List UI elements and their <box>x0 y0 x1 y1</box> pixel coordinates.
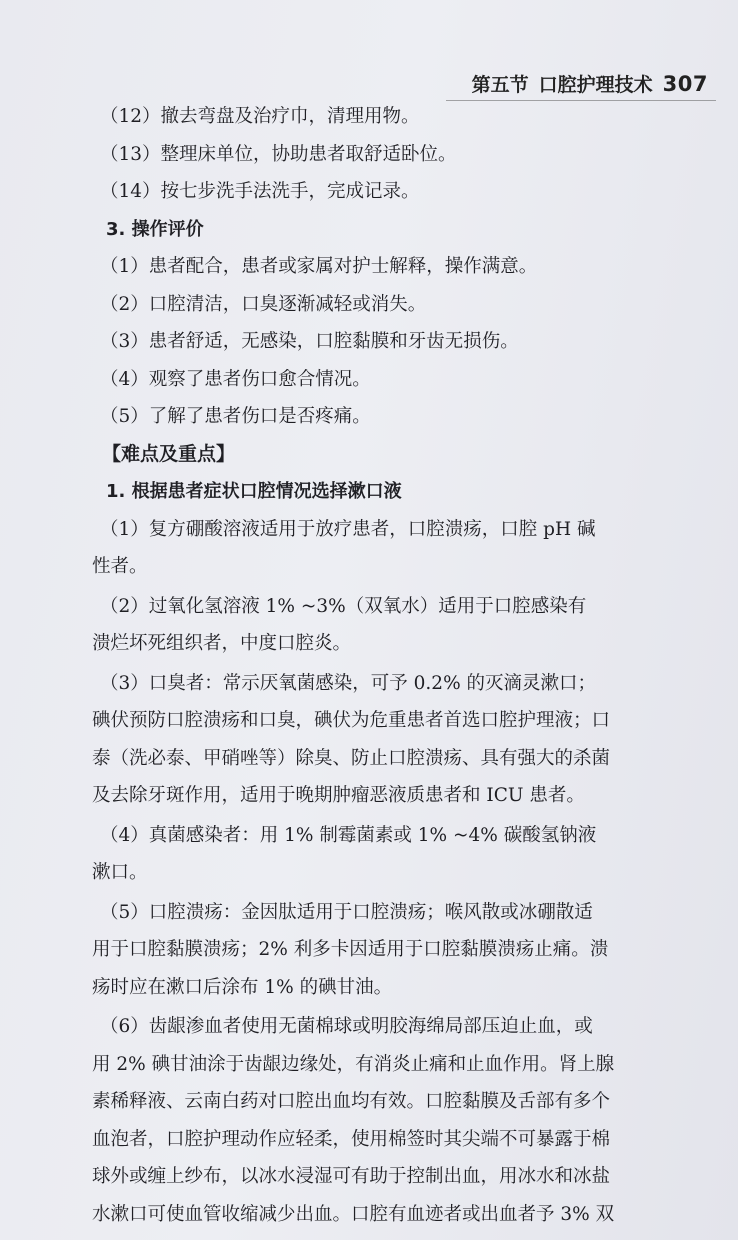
paragraph-line: （1）复方硼酸溶液适用于放疗患者，口腔溃疡，口腔 pH 碱 <box>100 518 596 540</box>
step-line: （12）撤去弯盘及治疗巾，清理用物。 <box>100 106 420 127</box>
header-chapter-title: 口腔护理技术 <box>538 74 653 96</box>
running-header <box>472 70 708 97</box>
paragraph-line: （5）口腔溃疡：金因肽适用于口腔溃疡；喉风散或冰硼散适 <box>100 901 593 923</box>
paragraph-line: 溃烂坏死组织者，中度口腔炎。 <box>92 633 352 654</box>
paragraph-1 <box>92 511 692 586</box>
paragraph-line: 性者。 <box>92 556 148 577</box>
evaluation-item: （5）了解了患者伤口是否疼痛。 <box>100 406 371 427</box>
paragraph-line: 用 2% 碘甘油涂于齿龈边缘处，有消炎止痛和止血作用。肾上腺 <box>92 1053 615 1075</box>
paragraph-line: 用于口腔黏膜溃疡；2% 利多卡因适用于口腔黏膜溃疡止痛。溃 <box>92 939 609 960</box>
evaluation-item: （4）观察了患者伤口愈合情况。 <box>100 368 371 390</box>
step-line: （14）按七步洗手法洗手，完成记录。 <box>100 181 420 202</box>
paragraph-line: （3）口臭者：常示厌氧菌感染，可予 0.2% 的灭滴灵漱口； <box>100 672 597 694</box>
page-number: 307 <box>662 72 708 96</box>
paragraph-line: 水漱口可使血管收缩减少出血。口腔有血迹者或出血者予 3% 双 <box>92 1203 615 1225</box>
evaluation-item: （1）患者配合，患者或家属对护士解释，操作满意。 <box>100 256 538 277</box>
header-section: 第五节 <box>471 74 529 96</box>
paragraph-line: 及去除牙斑作用，适用于晚期肿瘤恶液质患者和 ICU 患者。 <box>92 785 585 806</box>
evaluation-heading: 3. 操作评价 <box>106 218 204 240</box>
evaluation-item: （2）口腔清洁，口臭逐渐减轻或消失。 <box>100 293 427 315</box>
paragraph-line: 漱口。 <box>92 862 148 883</box>
paragraph-line: 疡时应在漱口后涂布 1% 的碘甘油。 <box>92 976 393 998</box>
paragraph-3 <box>92 665 692 815</box>
paragraph-line: 血泡者，口腔护理动作应轻柔，使用棉签时其尖端不可暴露于棉 <box>92 1128 611 1150</box>
paragraph-2 <box>92 588 692 663</box>
evaluation-item: （3）患者舒适，无感染，口腔黏膜和牙齿无损伤。 <box>100 331 519 352</box>
paragraph-line: 素稀释液、云南白药对口腔出血均有效。口腔黏膜及舌部有多个 <box>92 1091 611 1112</box>
paragraph-line: （2）过氧化氢溶液 1% ~3%（双氧水）适用于口腔感染有 <box>100 595 587 617</box>
paragraph-5 <box>92 894 692 1007</box>
paragraph-line: 球外或缠上纱布，以冰水浸湿可有助于控制出血，用冰水和冰盐 <box>92 1166 611 1187</box>
paragraph-line: （6）齿龈渗血者使用无菌棉球或明胶海绵局部压迫止血，或 <box>100 1016 593 1037</box>
key-points-heading: 【难点及重点】 <box>102 442 236 465</box>
paragraph-line: 碘伏预防口腔溃疡和口臭，碘伏为危重患者首选口腔护理液；口 <box>92 710 611 731</box>
paragraph-4 <box>92 817 692 892</box>
paragraph-6 <box>92 1008 692 1233</box>
paragraph-line: 泰（洗必泰、甲硝唑等）除臭、防止口腔溃疡、具有强大的杀菌 <box>92 747 611 769</box>
paragraph-line: （4）真菌感染者：用 1% 制霉菌素或 1% ~4% 碳酸氢钠液 <box>100 824 597 846</box>
mouthwash-subheading: 1. 根据患者症状口腔情况选择漱口液 <box>106 481 402 502</box>
step-line: （13）整理床单位，协助患者取舒适卧位。 <box>100 143 457 165</box>
page-body <box>92 98 692 1235</box>
